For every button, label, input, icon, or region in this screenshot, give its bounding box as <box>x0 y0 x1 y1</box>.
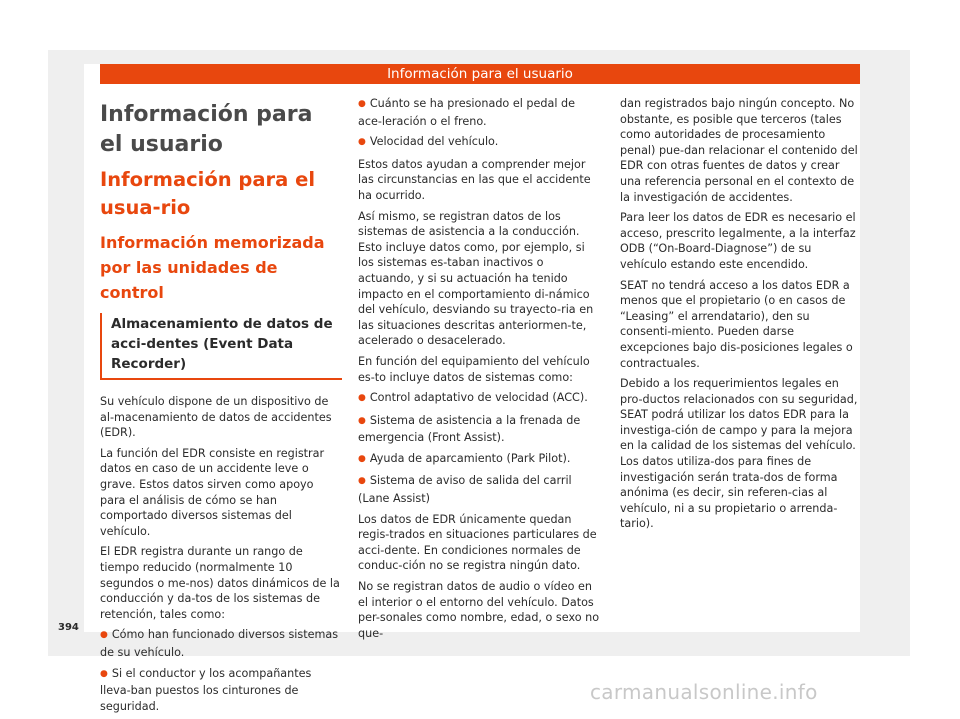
bullet-item <box>358 473 600 506</box>
subsection-title: Información memorizada por las unidades de control <box>100 233 325 302</box>
chapter-title: Información para el usuario <box>100 102 313 157</box>
column-1 <box>100 96 342 719</box>
section-title: Información para el usua-rio <box>100 168 316 219</box>
paragraph: Los datos de EDR únicamente quedan regis-trados en situaciones particulares de acci-dente. En condiciones normales de conduc-ción no se registra ningún dato. <box>358 512 597 573</box>
bullet-item <box>358 96 600 129</box>
column-3-body <box>620 96 860 532</box>
bullet-icon: ● <box>100 668 108 679</box>
bullet-icon: ● <box>100 630 108 641</box>
paragraph: En función del equipamiento del vehículo es-to incluye datos de sistemas como: <box>358 354 590 384</box>
paragraph: Debido a los requerimientos legales en pro-ductos relacionados con su seguridad, SEAT podrá utilizar los datos EDR para la investiga-ción de campo y para la mejora en la calidad de los sistemas del vehículo. Los datos utiliza-dos para fines de investigación serán trata-dos de forma anónima (es decir, sin referen-cias al vehículo, ni a su propietario o arrenda-tario). <box>620 377 858 531</box>
bullet-item <box>358 390 600 408</box>
bullet-icon: ● <box>358 99 366 109</box>
column-3 <box>620 96 860 537</box>
bullet-text: Si el conductor y los acompañantes lleva-ban puestos los cinturones de seguridad. <box>100 666 312 713</box>
bullet-item <box>100 666 342 715</box>
paragraph: La función del EDR consiste en registrar datos en caso de un accidente leve o grave. Estos datos sirven como apoyo para el análisis de cómo se han comportado diversos sistemas del vehículo. <box>100 446 325 538</box>
bullet-text: Control adaptativo de velocidad (ACC). <box>369 391 588 405</box>
column-2 <box>358 96 600 646</box>
watermark: carmanualsonline.info <box>590 680 818 704</box>
column-1-body <box>100 394 342 714</box>
column-2-body <box>358 96 600 641</box>
page-number: 394 <box>58 622 79 633</box>
bullet-text: Cuánto se ha presionado el pedal de ace-leración o el freno. <box>358 97 575 128</box>
bullet-item <box>358 134 600 152</box>
paragraph: No se registran datos de audio o vídeo en el interior o el entorno del vehículo. Datos per-sonales como nombre, edad, o sexo no que- <box>358 580 600 640</box>
bullet-text: Ayuda de aparcamiento (Park Pilot). <box>369 451 571 465</box>
bullet-text: Sistema de aviso de salida del carril (Lane Assist) <box>358 474 572 506</box>
bullet-item <box>100 627 342 660</box>
bullet-icon: ● <box>358 453 366 464</box>
bullet-icon: ● <box>358 415 366 426</box>
paragraph: Estos datos ayudan a comprender mejor las circunstancias en las que el accidente ha ocurrido. <box>358 157 591 202</box>
bullet-text: Sistema de asistencia a la frenada de emergencia (Front Assist). <box>358 413 581 445</box>
section-header-bar: Información para el usuario <box>100 64 860 84</box>
bullet-item <box>358 413 600 446</box>
bullet-text: Velocidad del vehículo. <box>369 135 499 149</box>
paragraph: SEAT no tendrá acceso a los datos EDR a menos que el propietario (o en casos de “Leasing” el arrendatario), den su consenti-miento. Pueden darse excepciones bajo dis-posiciones legales o contractuales. <box>620 278 853 370</box>
bullet-icon: ● <box>358 137 366 148</box>
bullet-icon: ● <box>358 393 366 404</box>
paragraph: Para leer los datos de EDR es necesario el acceso, prescrito legalmente, a la interfaz ODB (“On-Board-Diagnose”) de su vehículo estando este encendido. <box>620 211 856 271</box>
paragraph: El EDR registra durante un rango de tiempo reducido (normalmente 10 segundos o me-nos) datos dinámicos de la conducción y da-tos de los sistemas de retención, tales como: <box>100 545 340 621</box>
bullet-icon: ● <box>358 476 366 487</box>
paragraph: Así mismo, se registran datos de los sistemas de asistencia a la conducción. Esto incluye datos como, por ejemplo, si los sistemas es-taban inactivos o actuando, y si su actuación ha tenido impacto en el comportamiento di-námico del vehículo, desviando su trayecto-ria en las situaciones descritas anteriormen-te, acelerado o desacelerado. <box>358 209 594 348</box>
paragraph: Su vehículo dispone de un dispositivo de al-macenamiento de datos de accidentes (EDR). <box>100 395 332 440</box>
paragraph: dan registrados bajo ningún concepto. No obstante, es posible que terceros (tales como autoridades de procesamiento penal) pue-dan relacionar el contenido del EDR con otras fuentes de datos y crear una referencia personal en el contexto de la investigación de accidentes. <box>620 97 858 204</box>
topic-heading: Almacenamiento de datos de acci-dentes (Event Data Recorder) <box>100 313 342 380</box>
bullet-item <box>358 451 600 469</box>
bullet-text: Cómo han funcionado diversos sistemas de su vehículo. <box>100 628 339 659</box>
